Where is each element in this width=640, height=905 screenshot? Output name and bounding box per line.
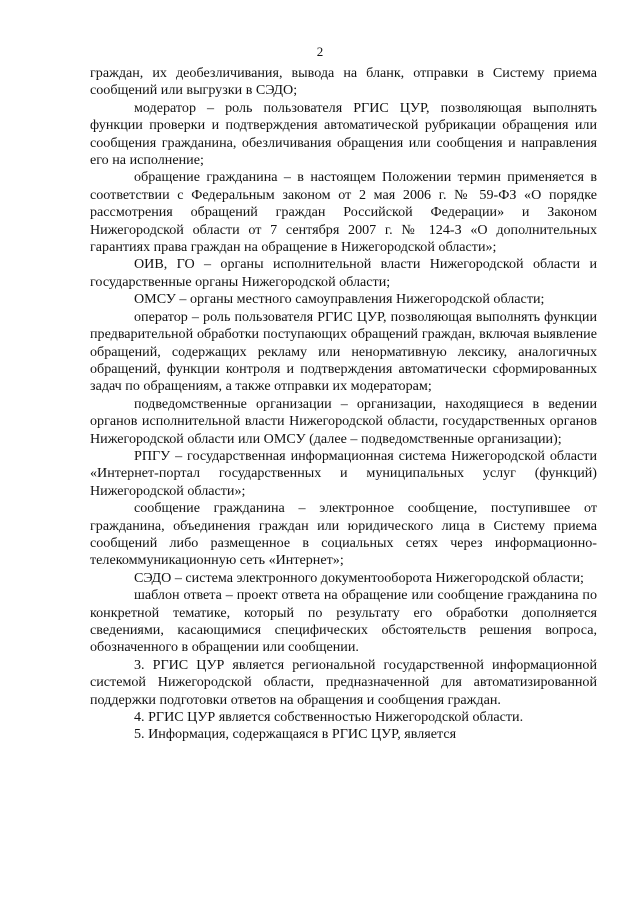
paragraph-moderator-definition: модератор – роль пользователя РГИС ЦУР, позволяющая выполнять функции проверки и подтверждения автоматической рубрикации обращения или сообщения гражданина, обезличивания обращения или сообщения и направления его на исполнение;: [90, 99, 597, 169]
paragraph-item-4: 4. РГИС ЦУР является собственностью Нижегородской области.: [134, 709, 524, 726]
paragraph-rpgu-definition: РПГУ – государственная информационная система Нижегородской области «Интернет-портал государственных и муниципальных услуг (функций) Нижегородской области»;: [90, 447, 597, 499]
paragraph-omsu-definition: ОМСУ – органы местного самоуправления Нижегородской области;: [134, 291, 545, 308]
paragraph-operator-definition: оператор – роль пользователя РГИС ЦУР, позволяющая выполнять функции предварительной обработки поступающих обращений граждан, включая выявление обращений, содержащих рекламу или ненормативную лексику, аналогичных обращений, функции контроля и подтверждения автоматически сформированных задач по обращениям, а также отправки их модераторам;: [90, 308, 597, 395]
paragraph-citizen-message-definition: сообщение гражданина – электронное сообщение, поступившее от гражданина, объединения граждан или юридического лица в Систему приема сообщений либо размещенное в социальных сетях через информационно-телекоммуникационную сеть «Интернет»;: [90, 500, 597, 569]
document-body: [90, 65, 597, 744]
paragraph-oiv-go-definition: ОИВ, ГО – органы исполнительной власти Нижегородской области и государственные органы Нижегородской области;: [90, 256, 597, 290]
paragraph-sedo-definition: СЭДО – система электронного документооборота Нижегородской области;: [134, 569, 584, 586]
paragraph-continuation: граждан, их деобезличивания, вывода на бланк, отправки в Систему приема сообщений или выгрузки в СЭДО;: [90, 65, 597, 99]
page-number: 2: [316, 44, 324, 59]
paragraph-subordinate-orgs-definition: подведомственные организации – организации, находящиеся в ведении органов исполнительной власти Нижегородской области, государственных органов Нижегородской области или ОМСУ (далее – подведомственные организации);: [90, 395, 597, 447]
paragraph-item-5: 5. Информация, содержащаяся в РГИС ЦУР, является: [134, 726, 457, 743]
paragraph-item-3: 3. РГИС ЦУР является региональной государственной информационной системой Нижегородской области, предназначенной для автоматизированной поддержки подготовки ответов на обращения и сообщения граждан.: [90, 656, 597, 708]
paragraph-citizen-appeal-definition: обращение гражданина – в настоящем Положении термин применяется в соответствии с Федеральным законом от 2 мая 2006 г. № 59-ФЗ «О порядке рассмотрения обращений граждан Российской Федерации» и Законом Нижегородской области от 7 сентября 2007 г. № 124-З «О дополнительных гарантиях права граждан на обращение в Нижегородской области»;: [90, 169, 597, 256]
paragraph-answer-template-definition: шаблон ответа – проект ответа на обращение или сообщение гражданина по конкретной тематике, который по результату его обработки дополняется сведениями, касающимися специфических обстоятельств решения вопроса, обозначенного в обращении или сообщении.: [90, 587, 597, 656]
